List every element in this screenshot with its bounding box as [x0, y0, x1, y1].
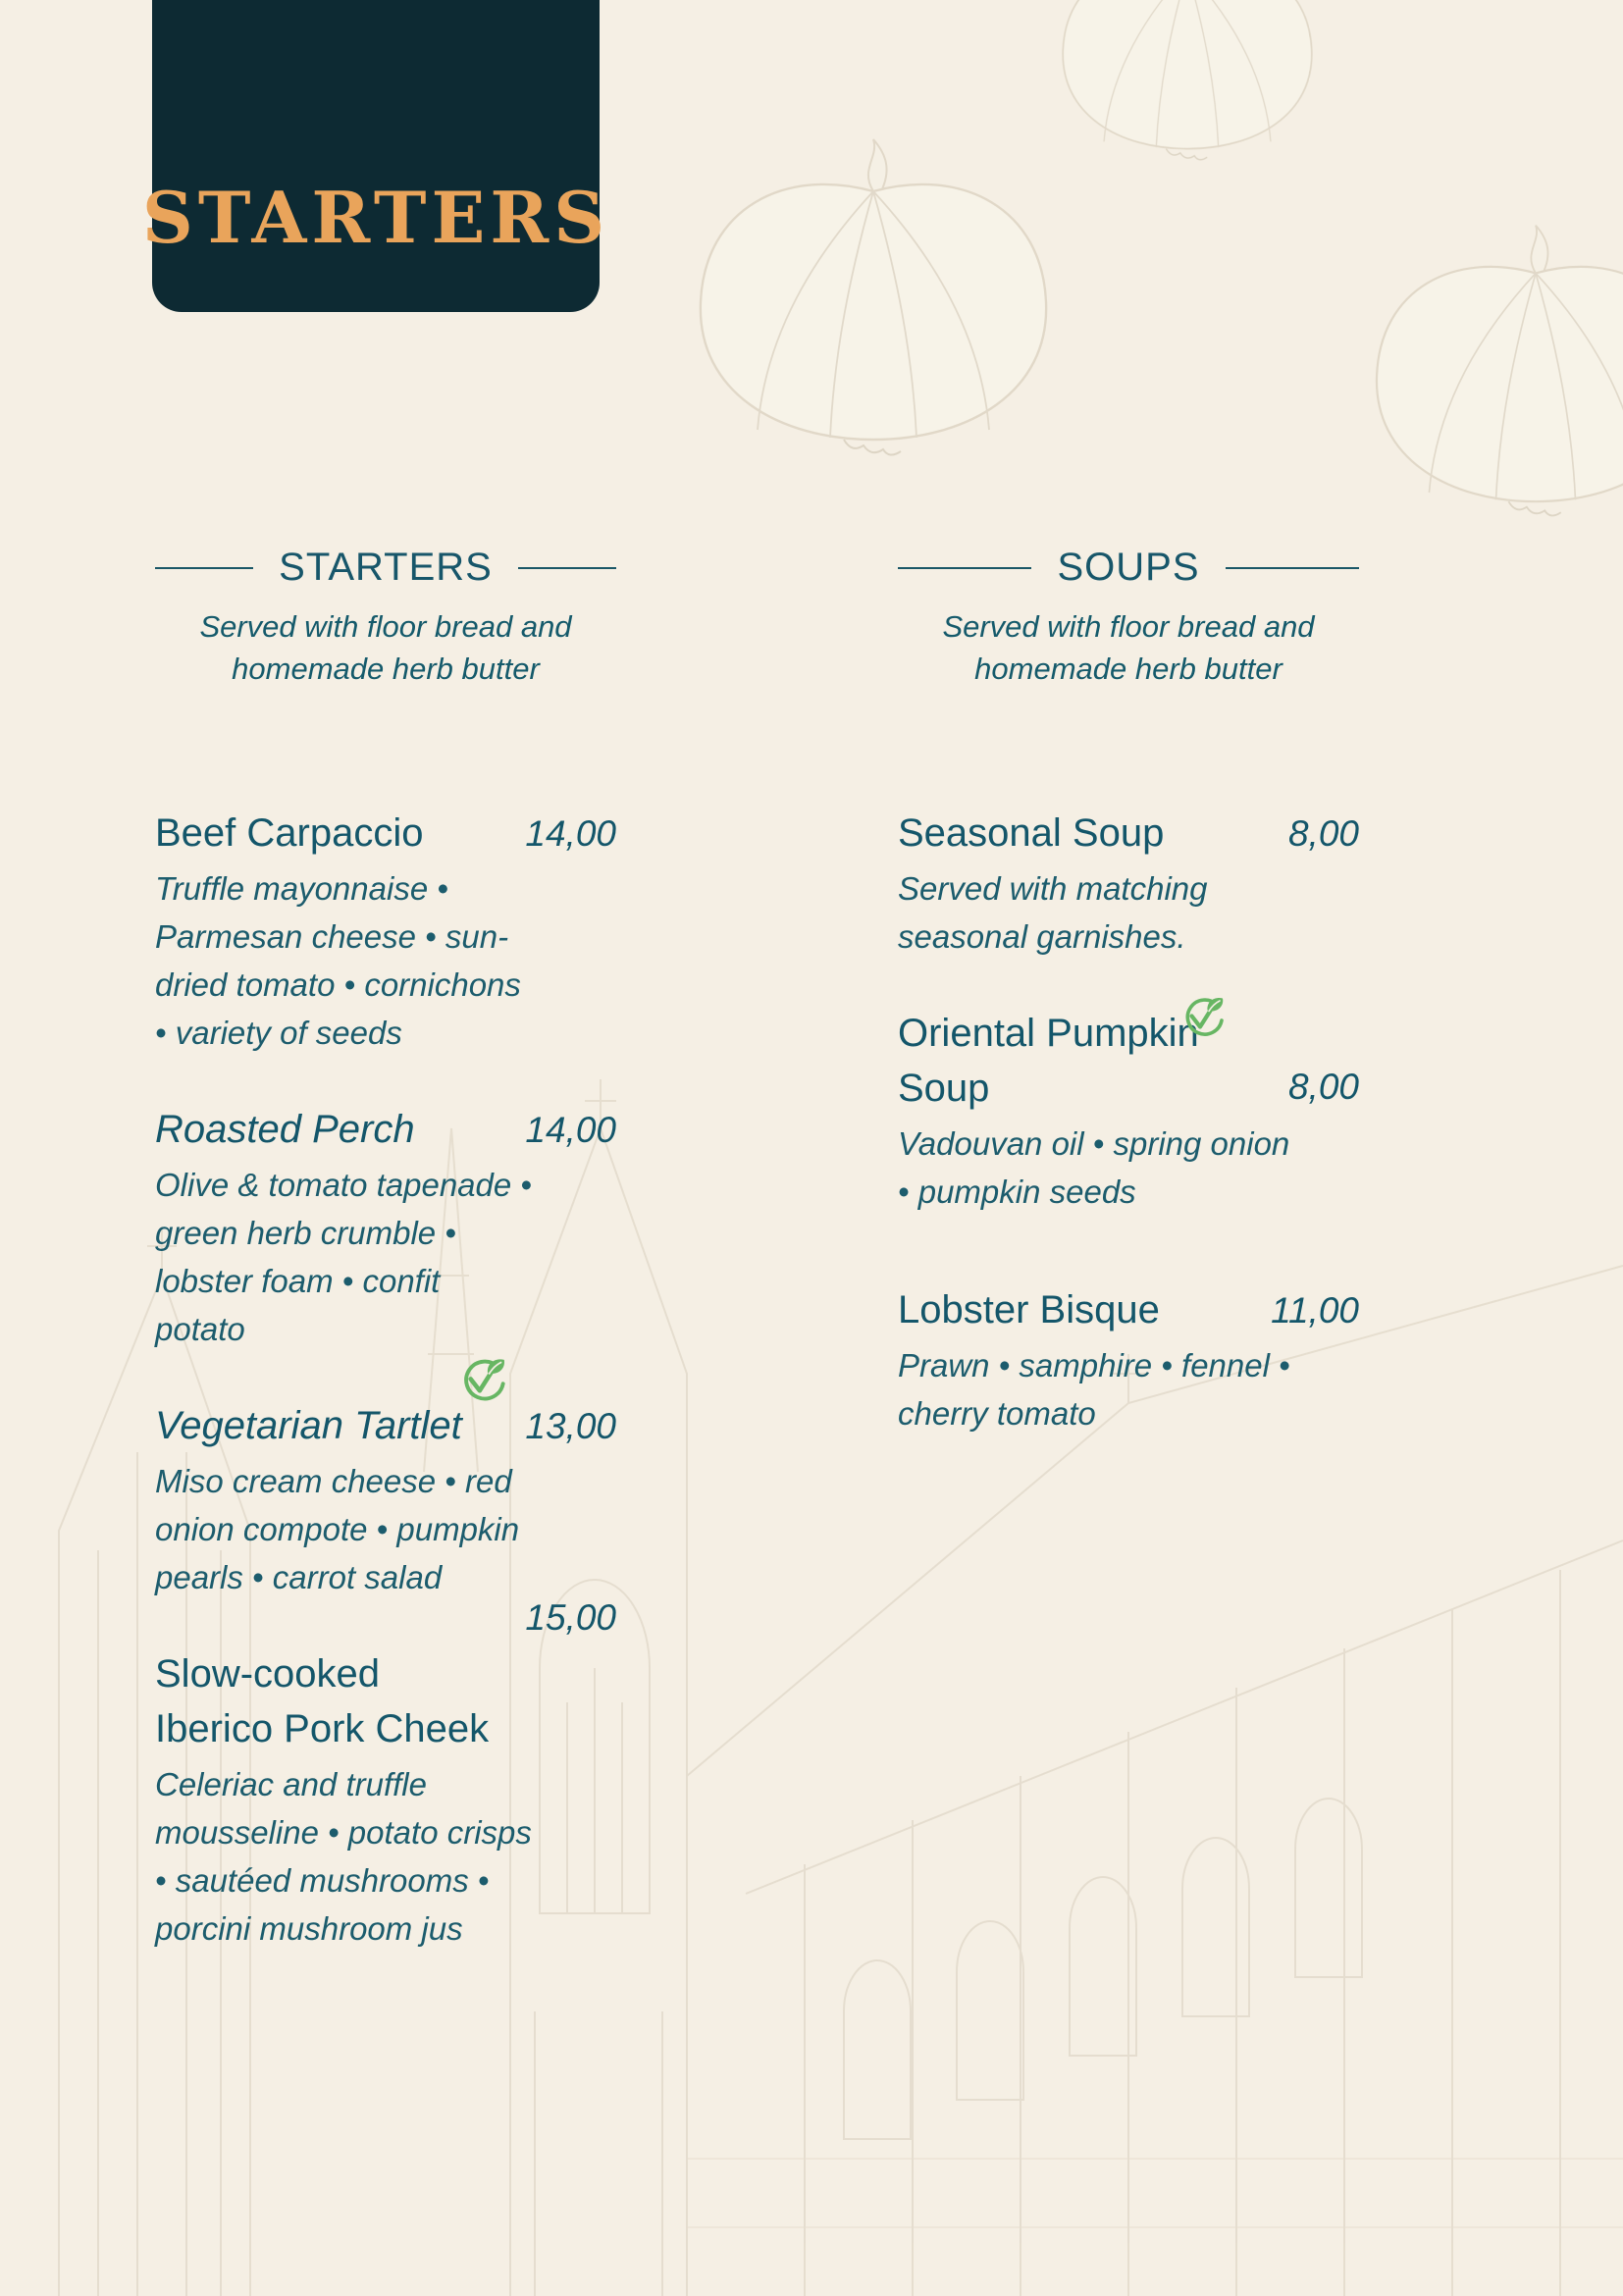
item-name: Seasonal Soup [898, 811, 1165, 855]
menu-item [155, 1398, 616, 1601]
item-price: 8,00 [1287, 1067, 1359, 1107]
menu-item [155, 1102, 616, 1353]
item-description: Truffle mayonnaise • Parmesan cheese • sun-dried tomato • cornichons • variety of seeds [155, 870, 521, 1051]
soups-item-list [898, 806, 1359, 1437]
item-description: Vadouvan oil • spring onion • pumpkin seeds [898, 1125, 1290, 1210]
menu-item [155, 806, 616, 1057]
starters-section [155, 546, 616, 1953]
header-rule-left [898, 567, 1031, 569]
section-subtitle: Served with floor bread and homemade herb butter [942, 609, 1315, 686]
item-description: Olive & tomato tapenade • green herb crumble • lobster foam • confit potato [155, 1167, 532, 1347]
item-name: Roasted Perch [155, 1108, 415, 1151]
item-description: Celeriac and truffle mousseline • potato crisps • sautéed mushrooms • porcini mushroom jus [155, 1766, 532, 1947]
item-name: Vegetarian Tartlet [155, 1404, 462, 1447]
item-description: Prawn • samphire • fennel • cherry tomato [898, 1347, 1290, 1432]
starters-item-list [155, 806, 616, 1953]
item-name: Slow-cooked Iberico Pork Cheek [155, 1652, 490, 1750]
item-price: 14,00 [525, 1110, 616, 1150]
section-subtitle: Served with floor bread and homemade herb butter [199, 609, 572, 686]
page-title: STARTERS [141, 176, 610, 259]
vegetarian-icon [1178, 994, 1226, 1041]
garlic-illustration [701, 0, 1623, 515]
menu-item [898, 806, 1359, 961]
section-title: SOUPS [1057, 546, 1200, 589]
item-name: Oriental Pumpkin Soup [898, 1012, 1199, 1110]
menu-item [898, 1282, 1359, 1437]
vegetarian-icon [456, 1355, 507, 1406]
section-header-soups [898, 546, 1359, 590]
item-price: 13,00 [525, 1406, 616, 1446]
soups-section [898, 546, 1359, 1437]
header-rule-right [518, 567, 616, 569]
item-price: 15,00 [525, 1597, 616, 1638]
item-description: Served with matching seasonal garnishes. [898, 870, 1208, 955]
section-title: STARTERS [279, 546, 493, 589]
header-rule-right [1226, 567, 1359, 569]
item-price: 8,00 [1287, 813, 1359, 854]
section-header-starters [155, 546, 616, 590]
item-description: Miso cream cheese • red onion compote • pumpkin pearls • carrot salad [155, 1463, 520, 1595]
menu-item [155, 1597, 616, 1953]
header-rule-left [155, 567, 253, 569]
menu-item [898, 1006, 1359, 1216]
starters-title-box [141, 0, 610, 312]
item-price: 14,00 [525, 813, 616, 854]
item-name: Beef Carpaccio [155, 811, 424, 855]
item-name: Lobster Bisque [898, 1288, 1160, 1331]
item-price: 11,00 [1271, 1290, 1359, 1331]
